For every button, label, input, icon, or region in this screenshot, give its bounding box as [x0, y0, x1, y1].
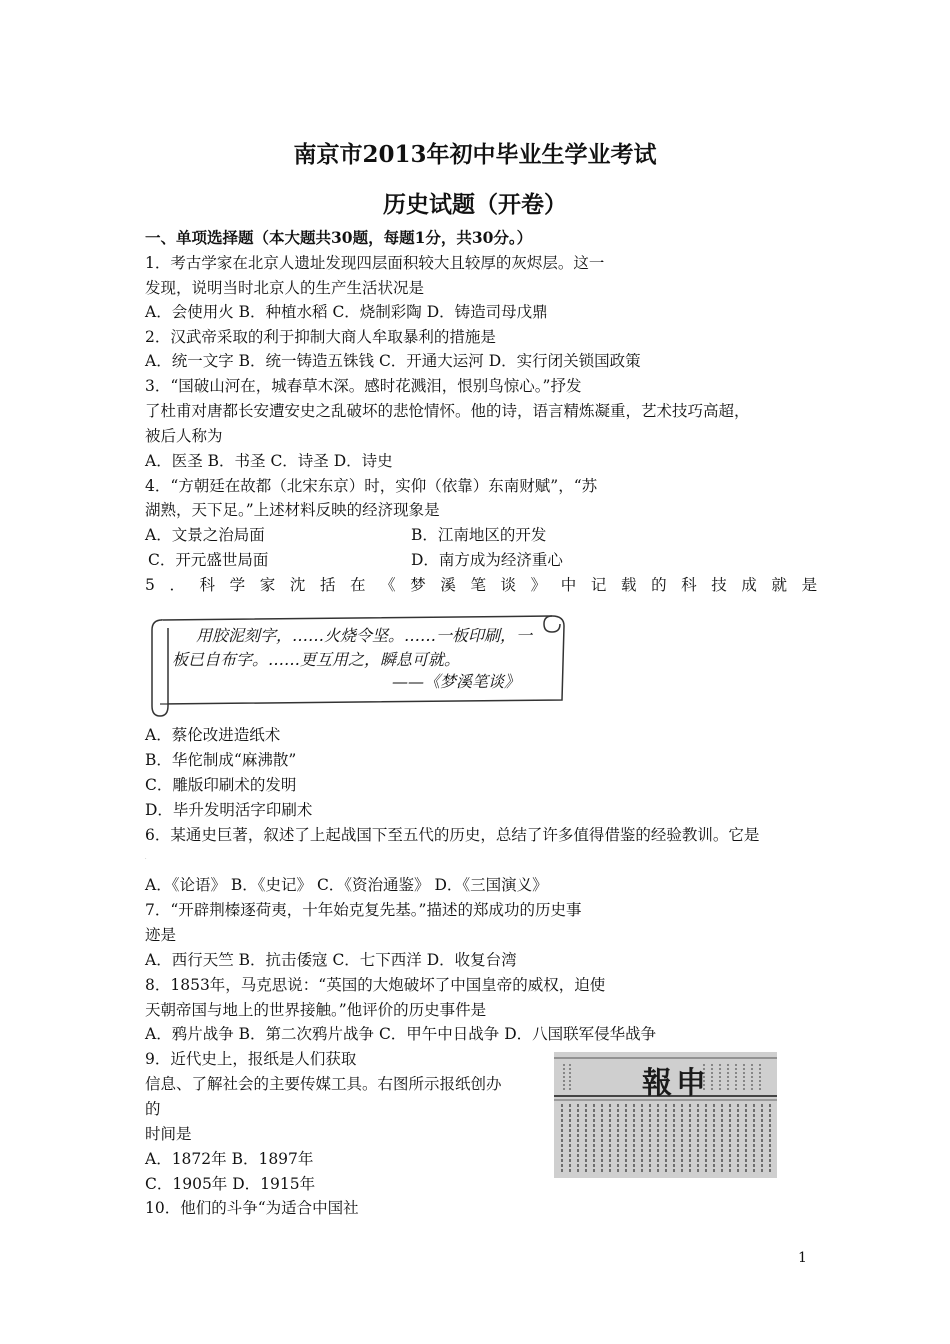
q5-option-d: D．毕升发明活字印刷术 [145, 801, 313, 819]
q9-options-cd: C．1905年 D．1915年 [145, 1175, 316, 1193]
q5-option-a: A．蔡伦改进造纸术 [145, 726, 281, 744]
q9-stem-line3: 的 [145, 1100, 161, 1118]
q4-option-d: D．南方成为经济重心 [411, 551, 563, 569]
q1-options: A．会使用火 B．种植水稻 C．烧制彩陶 D．铸造司母戊鼎 [145, 303, 548, 321]
exam-subtitle: 历史试题（开卷） [383, 191, 567, 218]
q9-stem-line1: 9．近代史上，报纸是人们获取 [145, 1050, 357, 1068]
q8-stem-line2: 天朝帝国与地上的世界接触。”他评价的历史事件是 [145, 1001, 487, 1019]
q4-option-c: C．开元盛世局面 [148, 551, 269, 569]
q9-options-ab: A．1872年 B．1897年 [145, 1150, 314, 1168]
newspaper-image [554, 1052, 777, 1178]
q9-stem-line4: 时间是 [145, 1125, 192, 1143]
q2-stem: 2．汉武帝采取的利于抑制大商人牟取暴利的措施是 [145, 328, 496, 346]
exam-title: 南京市2013年初中毕业生学业考试 [293, 141, 657, 168]
q4-stem-line1: 4．“方朝廷在故都（北宋东京）时，实仰（依靠）东南财赋”，“苏 [145, 477, 598, 495]
faint-mark: · [145, 856, 147, 862]
newspaper-masthead: 報申 [642, 1066, 710, 1101]
scroll-quote-line2: 板已自布字。……更互用之，瞬息可就。 [172, 650, 461, 669]
q3-stem-line3: 被后人称为 [145, 427, 223, 445]
q1-stem-line1: 1．考古学家在北京人遗址发现四层面积较大且较厚的灰烬层。这一 [145, 254, 605, 272]
q5-option-c: C．雕版印刷术的发明 [145, 776, 297, 794]
q4-option-a: A．文景之治局面 [145, 526, 265, 544]
q5-stem: 5．科学家沈括在《梦溪笔谈》中记载的科技成就是 [145, 576, 832, 594]
page-number: 1 [798, 1250, 807, 1266]
q4-option-b: B．江南地区的开发 [411, 526, 547, 544]
q7-stem-line1: 7．“开辟荆榛逐荷夷，十年始克复先基。”描述的郑成功的历史事 [145, 901, 582, 919]
q1-stem-line2: 发现，说明当时北京人的生产生活状况是 [145, 279, 425, 297]
q6-options: A．《论语》 B．《史记》 C．《资治通鉴》 D．《三国演义》 [145, 876, 548, 894]
q5-option-b: B．华佗制成“麻沸散” [145, 751, 297, 769]
q10-stem: 10．他们的斗争“为适合中国社 [145, 1199, 359, 1217]
scroll-quote-line1: 用胶泥刻字，……火烧令坚。……一板印刷，一 [196, 626, 533, 645]
q7-options: A．西行天竺 B．抗击倭寇 C．七下西洋 D．收复台湾 [145, 951, 517, 969]
q2-options: A．统一文字 B．统一铸造五铢钱 C．开通大运河 D．实行闭关锁国政策 [145, 352, 641, 370]
q3-stem-line2: 了杜甫对唐都长安遭安史之乱破坏的悲怆情怀。他的诗，语言精炼凝重，艺术技巧高超， [145, 402, 750, 420]
q3-stem-line1: 3．“国破山河在，城春草木深。感时花溅泪，恨别鸟惊心。”抒发 [145, 377, 582, 395]
q9-stem-line2: 信息、了解社会的主要传媒工具。右图所示报纸创办 [145, 1075, 502, 1093]
q7-stem-line2: 迹是 [145, 926, 177, 944]
section-heading: 一、单项选择题（本大题共30题，每题1分，共30分。） [145, 228, 533, 247]
q8-stem-line1: 8．1853年，马克思说：“英国的大炮破坏了中国皇帝的威权，迫使 [145, 976, 606, 994]
scroll-quote-source: ——《梦溪笔谈》 [392, 672, 521, 691]
q4-stem-line2: 湖熟，天下足。”上述材料反映的经济现象是 [145, 501, 440, 519]
q8-options: A．鸦片战争 B．第二次鸦片战争 C．甲午中日战争 D．八国联军侵华战争 [145, 1025, 657, 1043]
q3-options: A．医圣 B．书圣 C．诗圣 D．诗史 [145, 452, 393, 470]
q6-stem: 6．某通史巨著，叙述了上起战国下至五代的历史，总结了许多值得借鉴的经验教训。它是 [145, 826, 760, 844]
